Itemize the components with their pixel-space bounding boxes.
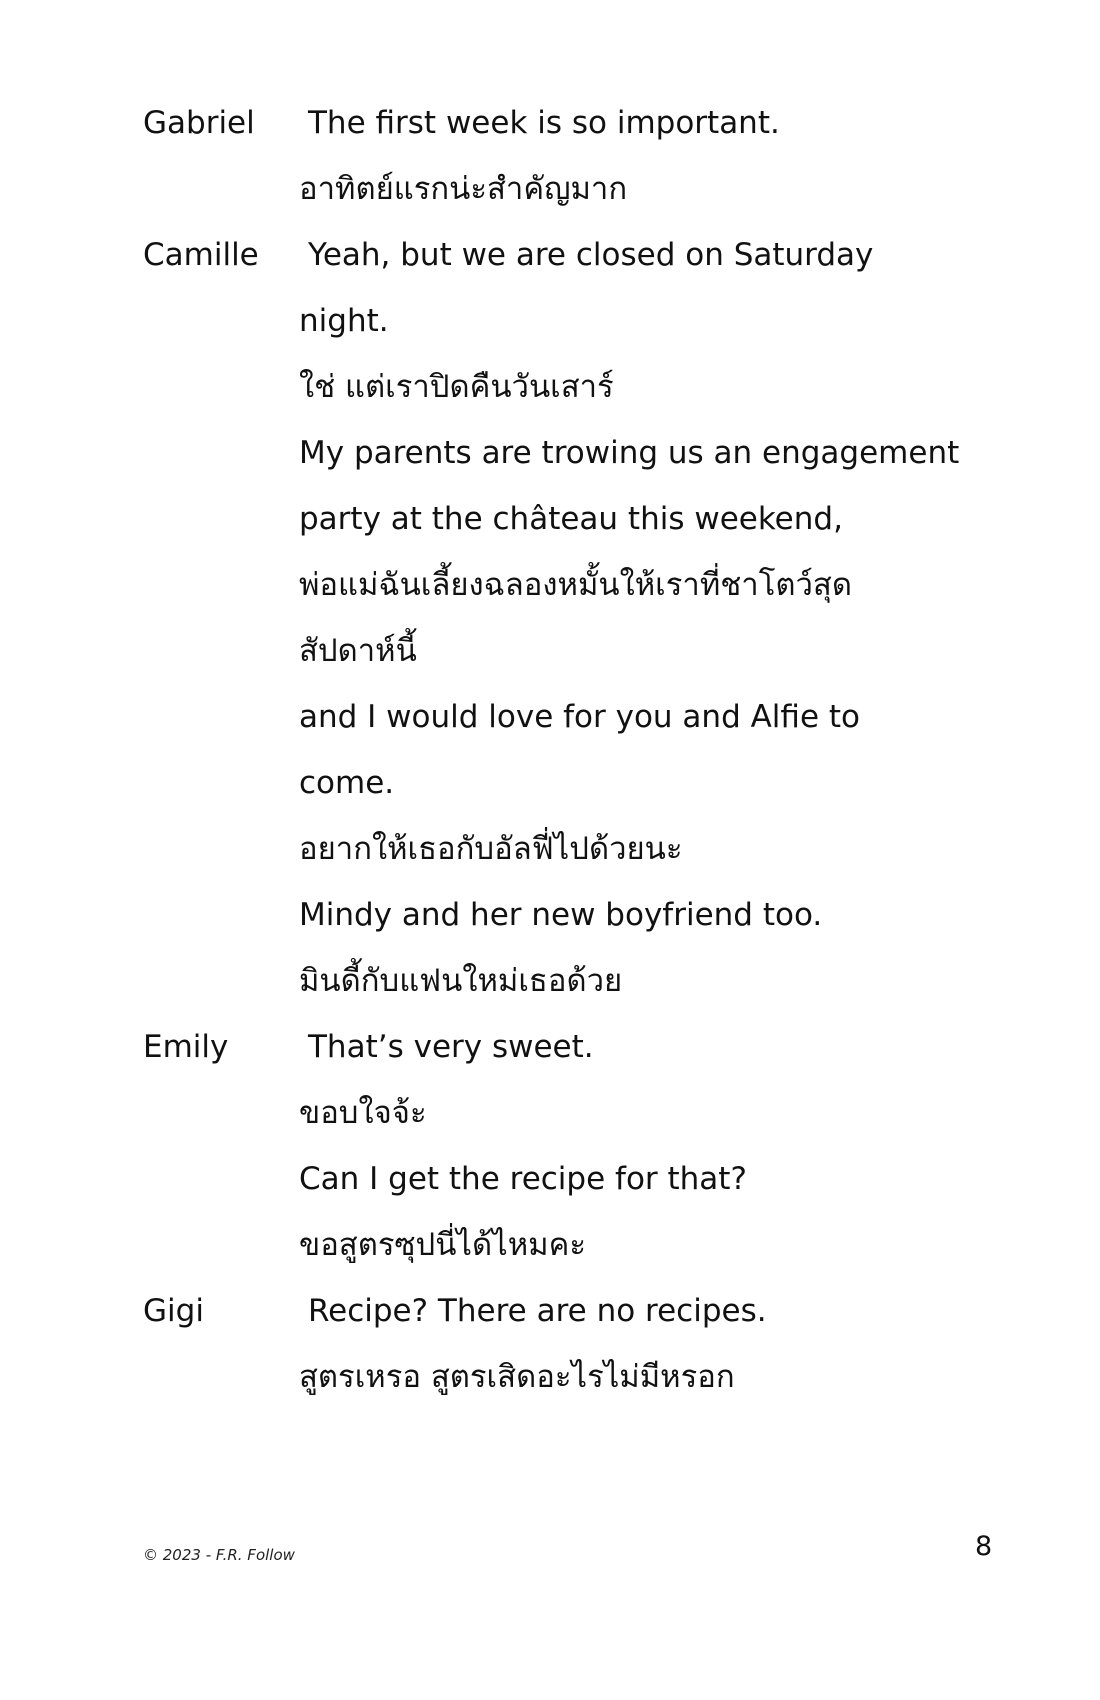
dialogue-line: night. xyxy=(299,303,389,339)
speaker-name: Gigi xyxy=(143,1293,204,1329)
dialogue-line-thai: ใช่ แต่เราปิดคืนวันเสาร์ xyxy=(299,369,614,405)
dialogue-line: My parents are trowing us an engagement xyxy=(299,435,960,471)
dialogue-line-thai: ขอบใจจ้ะ xyxy=(299,1095,427,1131)
dialogue-line: party at the château this weekend, xyxy=(299,501,843,537)
dialogue-line-thai: อยากให้เธอกับอัลฟี่ไปด้วยนะ xyxy=(299,831,683,867)
dialogue-line-thai: มินดี้กับแฟนใหม่เธอด้วย xyxy=(299,963,623,999)
dialogue-line: Yeah, but we are closed on Saturday xyxy=(308,237,874,273)
dialogue-line: Mindy and her new boyfriend too. xyxy=(299,897,823,933)
speaker-name: Emily xyxy=(143,1029,229,1065)
speaker-name: Camille xyxy=(143,237,259,273)
dialogue-line-thai: พ่อแม่ฉันเลี้ยงฉลองหมั้นให้เราที่ชาโตว์สุด xyxy=(299,567,852,603)
dialogue-line-thai: สูตรเหรอ สูตรเสิดอะไรไม่มีหรอก xyxy=(299,1359,735,1395)
dialogue-line: That’s very sweet. xyxy=(308,1029,594,1065)
dialogue-line-thai: อาทิตย์แรกน่ะสำคัญมาก xyxy=(299,171,628,207)
dialogue-line: Can I get the recipe for that? xyxy=(299,1161,747,1197)
dialogue-line: Recipe? There are no recipes. xyxy=(308,1293,767,1329)
dialogue-line: come. xyxy=(299,765,395,801)
dialogue-line-thai: ขอสูตรซุปนี่ได้ไหมคะ xyxy=(299,1227,586,1263)
speaker-name: Gabriel xyxy=(143,105,255,141)
page-number: 8 xyxy=(975,1531,993,1562)
dialogue-line-thai: สัปดาห์นี้ xyxy=(299,633,417,669)
copyright-credit: © 2023 - F.R. Follow xyxy=(143,1546,295,1564)
dialogue-line: The first week is so important. xyxy=(308,105,780,141)
dialogue-line: and I would love for you and Alfie to xyxy=(299,699,860,735)
